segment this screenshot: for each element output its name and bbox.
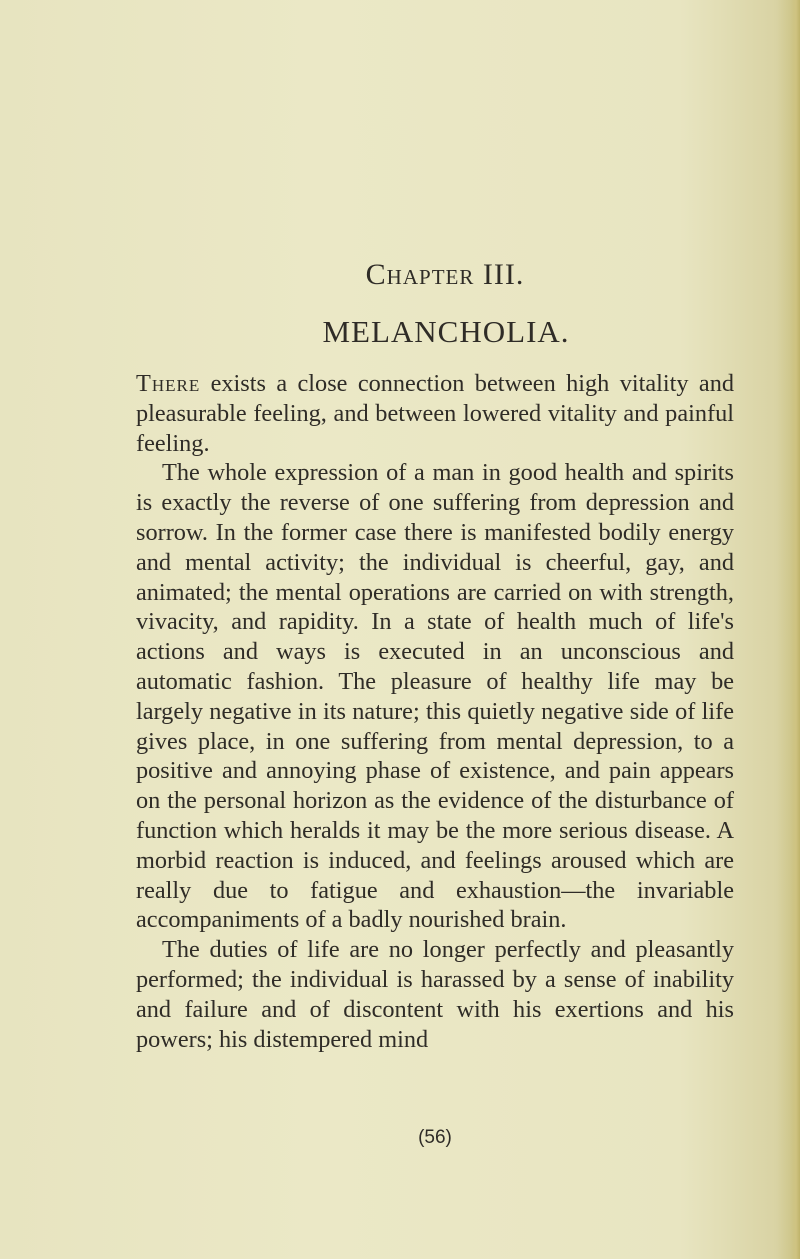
page-edge (790, 0, 800, 1259)
paragraph-1-text: exists a close connection between high vitality and pleasurable feeling, and between lowered vitality and painful feeling. (136, 370, 734, 457)
paragraph-3: The duties of life are no longer perfectly and pleasantly performed; the individual is harassed by a sense of inability and failure and of discontent with his exertions and his powers; his distempered mind (136, 936, 734, 1053)
paragraph-1 (136, 369, 734, 458)
chapter-heading: Chapter III. (365, 258, 525, 291)
page-number: (56) (418, 1127, 452, 1148)
chapter-title: MELANCHOLIA. (322, 314, 570, 349)
paragraph-2: The whole expression of a man in good health and spirits is exactly the reverse of one suffering from depression and sorrow. In the former case there is manifested bodily energy and mental activity; the individual is cheerful, gay, and animated; the mental operations are carried on with strength, vivacity, and rapidity. In a state of health much of life's actions and ways is executed in an unconscious and automatic fashion. The pleasure of healthy life may be largely negative in its nature; this quietly negative side of life gives place, in one suffering from mental depression, to a positive and annoying phase of existence, and pain appears on the personal horizon as the evidence of the disturbance of function which heralds it may be the more serious disease. A morbid reaction is induced, and feelings aroused which are really due to fatigue and exhaustion—the invariable accompaniments of a badly nourished brain. (136, 459, 734, 934)
body-text (136, 369, 734, 1054)
paragraph-lead-word: There (136, 370, 201, 397)
